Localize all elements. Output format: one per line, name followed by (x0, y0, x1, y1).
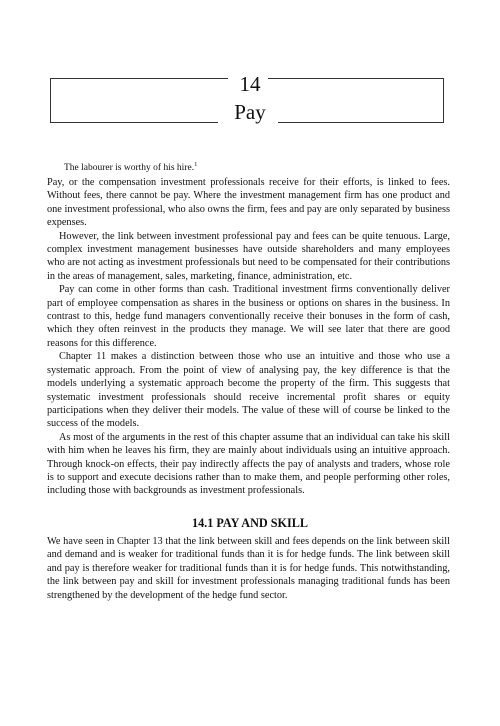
paragraph: As most of the arguments in the rest of this chapter assume that an individual can take his skill with him when he leaves his firm, they are mainly about individuals using an intuitive approach. Through knock-on effects, their pay indirectly affects the pay of analysts and traders, whose role is to support and execute decisions rather than to make them, and people performing other roles, including those with backgrounds as investment professionals. (47, 431, 450, 497)
epigraph-text: The labourer is worthy of his hire. (64, 163, 195, 174)
chapter-title: Pay (234, 100, 266, 124)
paragraph: We have seen in Chapter 13 that the link between skill and fees depends on the link between skill and demand and is weaker for traditional funds than it is for hedge funds. The link between skill and pay is therefore weaker for traditional funds than it is for hedge funds. This notwithstanding, the link between pay and skill for investment professionals managing traditional funds has been strengthened by the development of the hedge fund sector. (47, 536, 450, 601)
paragraph: Pay can come in other forms than cash. Traditional investment firms conventionally deliver part of employee compensation as shares in the business or options on shares in the business. In contrast to this, hedge fund managers conventionally receive their bonuses in the form of cash, which they often reinvest in the products they manage. We will see later that there are good reasons for this difference. (47, 284, 450, 349)
section-body (47, 535, 450, 602)
epigraph (64, 159, 197, 174)
paragraph: Chapter 11 makes a distinction between those who use an intuitive and those who use a systematic approach. From the point of view of analysing pay, the key difference is that the models underlying a systematic approach become the property of the firm. This suggests that systematic investment professionals should receive incremental profit shares or equity participations when they deliver their models. The value of these will of course be linked to the success of the models. (47, 351, 450, 430)
section-heading: 14.1 PAY AND SKILL (191, 516, 309, 530)
paragraph: Pay, or the compensation investment professionals receive for their efforts, is linked to fees. Without fees, there cannot be pay. Where the investment management firm has one product and one investment professional, who also owns the firm, fees and pay are only separated by business expenses. (47, 177, 450, 229)
chapter-body (47, 176, 450, 498)
paragraph: However, the link between investment professional pay and fees can be quite tenuous. Large, complex investment management businesses have outside shareholders and many employees who are not acting as investment professionals but need to be compensated for their contributions in the areas of management, sales, marketing, finance, administration, etc. (47, 230, 450, 282)
chapter-number: 14 (239, 72, 261, 96)
footnote-mark: 1 (194, 161, 198, 168)
